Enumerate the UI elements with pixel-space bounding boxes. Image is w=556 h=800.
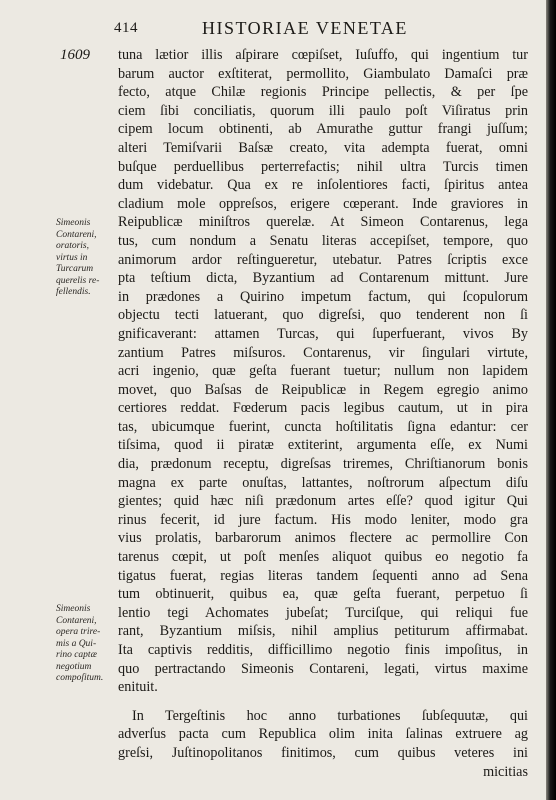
paragraph-gap xyxy=(118,697,528,707)
margin-note-line: mis a Qui- xyxy=(56,638,97,649)
text-line: tigatus fuerat, regias literas tandem ſequenti anno ad Sena xyxy=(118,567,528,584)
text-line: tas, ubicumque fuerint, cuncta hoſtilitatis ſigna edantur: cer xyxy=(118,418,528,435)
text-line: tiſsima, quod ii piratæ extiterint, argumenta eſſe, ex Numi xyxy=(118,437,528,454)
text-line: quo pertractando Simeonis Contareni, legati, virtus maxime xyxy=(118,660,528,677)
text-line: gientes; quid hæc niſi prædonum artes eſſe? quod igitur Qui xyxy=(118,493,528,510)
margin-note-line: rino captæ xyxy=(56,650,97,660)
margin-note-line: virtus in xyxy=(56,252,88,263)
text-line: tarenus cœpit, ut poſt menſes aliquot quibus eo negotio fa xyxy=(118,549,528,566)
margin-note-line: negotium xyxy=(56,661,92,672)
text-line: alteri Temiſvarii Baſsæ creato, vita adempta fuerat, omni xyxy=(118,139,528,156)
running-title: HISTORIAE VENETAE xyxy=(202,18,408,38)
text-line: rant, Byzantium miſsis, nihil amplius petiturum affirmabat. xyxy=(118,623,528,640)
text-line: buſque perduellibus perterrefactis; nihil ultra Turcis timen xyxy=(118,158,528,175)
text-line: dia, prædonum receptu, digreſsas triremes, Chriſtianorum bonis xyxy=(118,456,528,473)
text-line: animorum ardor reſtingueretur, utebatur. Patres ſcriptis exce xyxy=(118,251,528,268)
text-line: dum videbatur. Qua ex re inſolentiores facti, ſpiritus antea xyxy=(118,177,528,194)
margin-year: 1609 xyxy=(60,47,90,63)
text-line: In Tergeſtinis hoc anno turbationes ſubſequutæ, qui xyxy=(132,707,528,724)
margin-note-2 xyxy=(56,604,126,685)
body-text xyxy=(118,46,528,781)
text-line: enituit. xyxy=(118,679,158,696)
text-line: acri ingenio, quæ geſta fuerant tuetur; nullum non lapidem xyxy=(118,363,528,380)
text-line: tum obtinuerit, quibus ea, quæ geſta fuerant, perpetuo ſi xyxy=(118,586,528,603)
paragraph-1 xyxy=(118,46,528,697)
margin-note-line: opera trire- xyxy=(56,627,101,637)
text-line: pta teſtium dicta, Byzantium ad Contarenum mittunt. Jure xyxy=(118,270,528,287)
text-line: lentio tegi Achomates jubeſat; Turciſque, qui reliqui fue xyxy=(118,604,528,621)
text-line: fecto, atque Chilæ regionis Principe pellectis, & per ſpe xyxy=(118,84,528,101)
page-edge-shadow xyxy=(546,0,556,800)
text-line: in prædones a Quirino impetum factum, qui ſcopulorum xyxy=(118,288,528,305)
margin-note-line: fellendis. xyxy=(56,287,91,297)
margin-note-line: Simeonis xyxy=(56,604,91,614)
margin-note-line: oratoris, xyxy=(56,241,89,251)
text-line: zantium Patres miſsuros. Contarenus, vir ſingulari virtute, xyxy=(118,344,528,361)
text-line: cipem locum obtinenti, ab Amurathe guttur frangi juſſum; xyxy=(118,121,528,138)
text-line: tuna lætior illis aſpirare cœpiſset, Iuſuffo, qui ingentium tur xyxy=(118,47,528,63)
paragraph-2 xyxy=(118,707,528,781)
margin-note-line: Contareni, xyxy=(56,615,97,626)
page-number: 414 xyxy=(114,20,138,36)
text-line: adverſus pacta cum Republica olim inita ſalinas extruere ag xyxy=(118,726,528,743)
text-line: gnificaverant: attamen Turcas, qui ſuperfuerant, vivos By xyxy=(118,325,528,342)
margin-note-line: Turcarum xyxy=(56,264,94,274)
text-line: tus, cum nondum a Senatu literas accepiſset, tempore, quo xyxy=(118,232,528,249)
text-line: magna ex parte onuſtas, lattantes, noſtrorum aſpectum diſu xyxy=(118,474,528,491)
text-line: movet, quo Baſsas de Reipublicæ in Regem egregio animo xyxy=(118,381,528,398)
margin-note-1 xyxy=(56,218,126,299)
text-line: cladium mole oppreſsos, erigere cœperant. Inde graviores in xyxy=(118,195,528,212)
text-line: Reipublicæ miniſtros querelæ. At Simeon Contarenus, lega xyxy=(118,214,528,231)
text-line: certiores reddat. Fœderum pacis legibus cautum, ut in pira xyxy=(118,400,528,417)
text-line: greſsi, Juſtinopolitanos finitimos, cum quibus veteres ini xyxy=(118,744,528,761)
text-line: Ita captivis redditis, difficillimo negotio finis impoſitus, in xyxy=(118,642,528,658)
text-line: barum auctor exſtiterat, permollito, Giambulato Damaſci præ xyxy=(118,65,528,82)
margin-note-line: compoſitum. xyxy=(56,673,104,683)
text-line: objectu tecti latuerant, quo digreſsi, quo tenderent non ſi xyxy=(118,307,528,324)
text-line: rinus fecerit, id jure factum. His modo leniter, modo gra xyxy=(118,511,528,528)
text-line: ciem ſibi conciliatis, quorum illi paulo poſt Viſiratus prin xyxy=(118,102,528,119)
text-line: vius prolatis, barbarorum animos flectere ac permollire Con xyxy=(118,530,528,547)
margin-note-line: querelis re- xyxy=(56,275,100,286)
margin-note-line: Contareni, xyxy=(56,229,97,240)
margin-note-line: Simeonis xyxy=(56,218,91,228)
text-line: micitias xyxy=(483,763,528,780)
page-header xyxy=(104,18,524,42)
